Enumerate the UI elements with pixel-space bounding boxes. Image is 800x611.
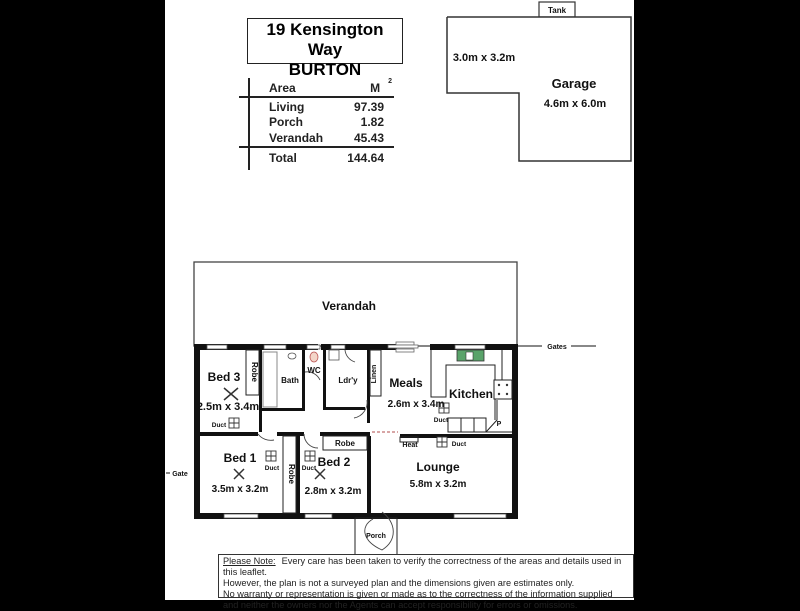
garage-outline xyxy=(447,17,631,161)
lounge-dims: 5.8m x 3.2m xyxy=(409,479,467,490)
meals-dims: 2.6m x 3.4m xyxy=(387,399,445,410)
bed1-robe-label: Robe xyxy=(287,464,296,484)
lounge-label: Lounge xyxy=(416,460,460,474)
basin xyxy=(288,353,296,359)
duct-label: Duct xyxy=(451,441,467,448)
disclaimer-note xyxy=(218,554,634,610)
verandah xyxy=(194,262,517,346)
table-row: Verandah 45.43 xyxy=(269,131,384,145)
note-line: and neither the owners nor the Agents can accept responsibility for errors or omissions. xyxy=(223,600,578,610)
gate-label: Gate xyxy=(172,471,188,478)
table-row: Porch 1.82 xyxy=(269,115,384,129)
address-line-1: 19 Kensington Way xyxy=(266,20,384,59)
duct-label: Duct xyxy=(211,422,227,429)
garage-dims: 4.6m x 6.0m xyxy=(543,98,607,110)
header-unit: M $^2$ xyxy=(370,78,392,95)
note-line: Every care has been taken to verify the correctness of the areas and details used in this leaflet. xyxy=(223,556,622,577)
trough xyxy=(329,350,339,360)
pantry-label: P xyxy=(496,421,502,428)
bed3-dims: 2.5m x 3.4m xyxy=(196,401,260,413)
bed1-dims: 3.5m x 3.2m xyxy=(211,484,269,495)
duct-label: Duct xyxy=(433,417,449,424)
address-line-2: BURTON xyxy=(288,60,362,79)
bed3-label: Bed 3 xyxy=(207,370,241,384)
garage xyxy=(447,2,631,161)
duct-label: Duct xyxy=(264,465,280,472)
bed2-dims: 2.8m x 3.2m xyxy=(304,486,362,497)
meals-label: Meals xyxy=(389,376,423,390)
garage-label: Garage xyxy=(551,76,597,91)
kitchen-label: Kitchen xyxy=(448,387,494,401)
gates-label: Gates xyxy=(547,344,567,351)
bed2-robe-label: Robe xyxy=(335,439,355,448)
laundry-label: Ldr'y xyxy=(338,376,358,385)
note-heading: Please Note: xyxy=(223,556,276,566)
table-row: Living 97.39 xyxy=(269,100,384,114)
verandah-label: Verandah xyxy=(321,299,377,313)
bed2-label: Bed 2 xyxy=(317,455,351,469)
header-area: Area xyxy=(269,81,296,95)
bed1-label: Bed 1 xyxy=(223,451,257,465)
tank-label: Tank xyxy=(547,6,567,15)
linen-label: Linen xyxy=(371,364,378,384)
toilet xyxy=(310,352,318,362)
heat-label: Heat xyxy=(402,442,418,449)
bath-label: Bath xyxy=(281,376,299,385)
note-line: No warranty or representation is given or made as to the correctness of the information supplied xyxy=(223,589,613,599)
table-total-row: Total 144.64 xyxy=(269,151,384,165)
garage-annex-dims: 3.0m x 3.2m xyxy=(452,52,516,64)
duct-label: Duct xyxy=(301,465,317,472)
porch-label: Porch xyxy=(366,533,386,540)
note-line: However, the plan is not a surveyed plan and the dimensions given are estimates only. xyxy=(223,578,575,588)
wc-label: WC xyxy=(307,366,321,375)
bed3-robe-label: Robe xyxy=(250,362,259,382)
